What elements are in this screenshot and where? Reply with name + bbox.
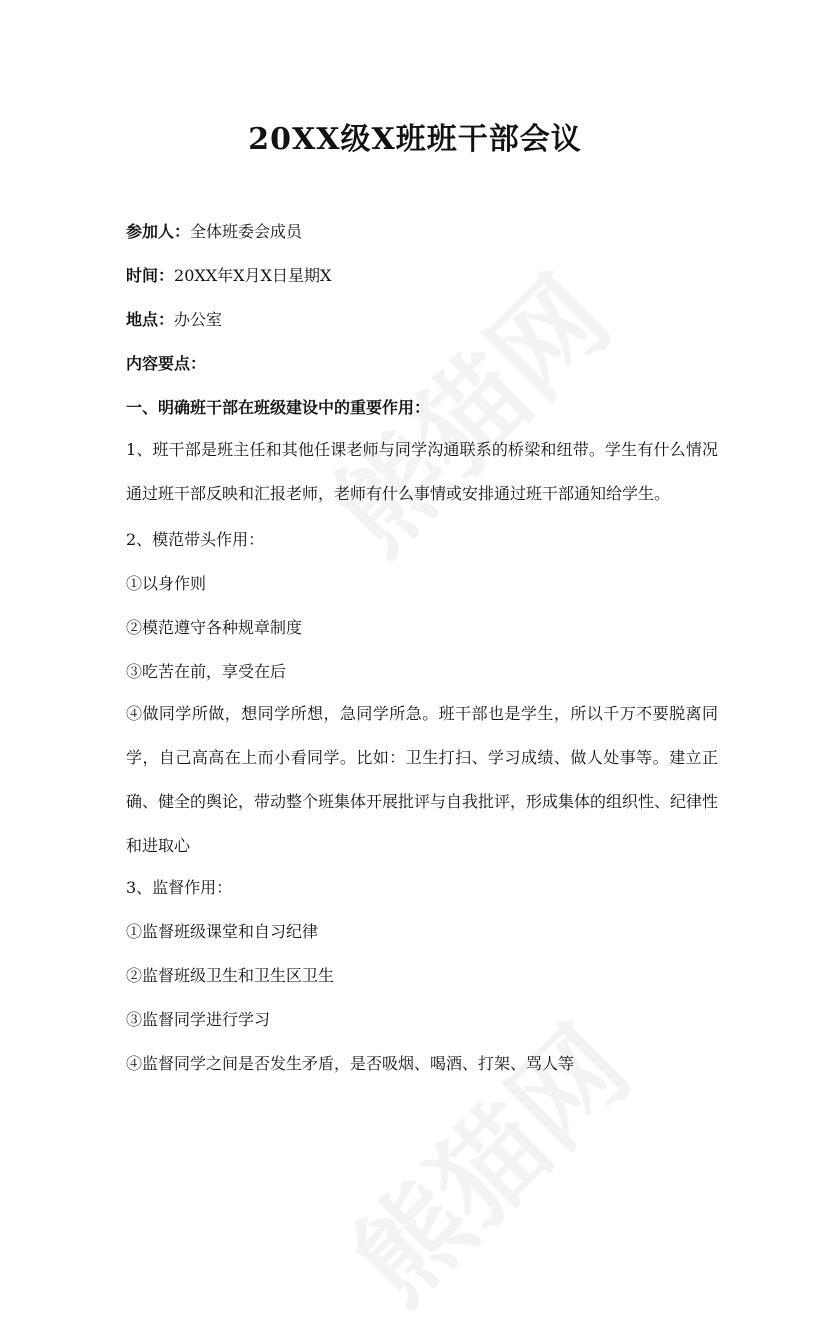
list-item: ②模范遵守各种规章制度 xyxy=(126,618,303,637)
time-value: 20XX年X月X日星期X xyxy=(174,266,332,285)
list-item: ③监督同学进行学习 xyxy=(126,1010,271,1029)
item-3-heading: 3、监督作用： xyxy=(126,878,233,897)
time-label: 时间： xyxy=(126,266,175,285)
watermark xyxy=(312,986,657,1331)
place-line xyxy=(126,302,222,338)
attendees-value: 全体班委会成员 xyxy=(190,222,303,241)
list-item: ②监督班级卫生和卫生区卫生 xyxy=(126,966,335,985)
list-item: ③吃苦在前，享受在后 xyxy=(126,662,287,681)
list-item: ①监督班级课堂和自习纪律 xyxy=(126,922,319,941)
list-item: ①以身作则 xyxy=(126,574,207,593)
paragraph-item-1: 1、班干部是班主任和其他任课老师与同学沟通联系的桥梁和纽带。学生有什么情况通过班干部反映和汇报老师，老师有什么事情或安排通过班干部通知给学生。 xyxy=(126,440,718,503)
paragraph-item-2-4: ④做同学所做，想同学所想，急同学所急。班干部也是学生，所以千万不要脱离同学，自己高高在上而小看同学。比如：卫生打扫、学习成绩、做人处事等。建立正确、健全的舆论，带动整个班集体开展批评与自我批评，形成集体的组织性、纪律性和进取心 xyxy=(126,704,719,855)
place-value: 办公室 xyxy=(174,310,223,329)
attendees-line xyxy=(126,214,302,250)
content-label: 内容要点： xyxy=(126,354,207,373)
time-line xyxy=(126,258,331,294)
list-item: ④监督同学之间是否发生矛盾，是否吸烟、喝酒、打架、骂人等 xyxy=(126,1054,575,1073)
attendees-label: 参加人： xyxy=(126,222,191,241)
item-2-heading: 2、模范带头作用： xyxy=(126,530,265,549)
document-title: 20XX级X班班干部会议 xyxy=(248,122,582,157)
section-heading: 一、明确班干部在班级建设中的重要作用： xyxy=(126,398,431,417)
place-label: 地点： xyxy=(126,310,175,329)
